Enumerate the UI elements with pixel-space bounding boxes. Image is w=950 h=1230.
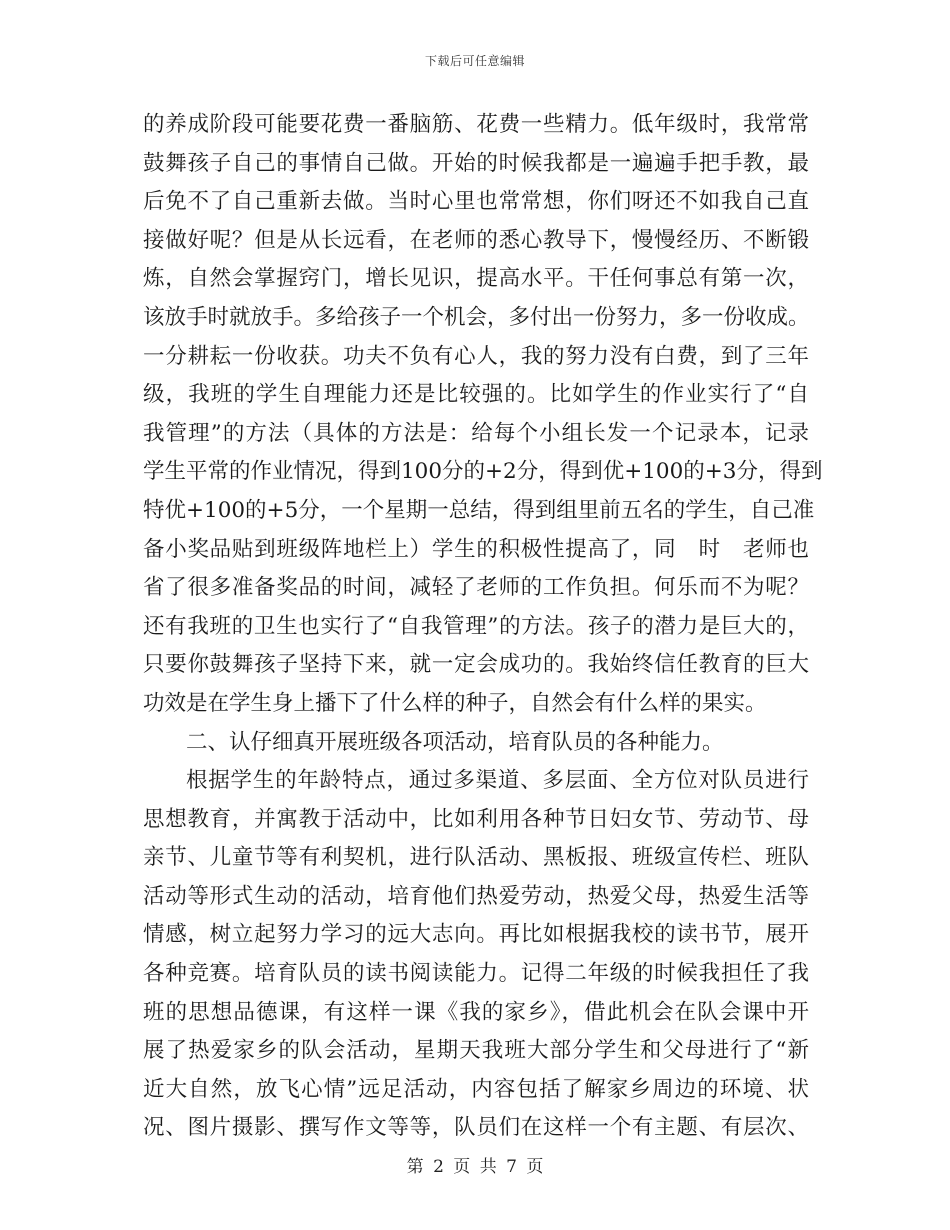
body-line: 活动等形式生动的活动，培育他们热爱劳动，热爱父母，热爱生活等 (143, 883, 809, 909)
body-line: 鼓舞孩子自己的事情自己做。开始的时候我都是一遍遍手把手教，最 (143, 150, 809, 176)
body-line: 亲节、儿童节等有利契机，进行队活动、黑板报、班级宣传栏、班队 (143, 845, 809, 871)
body-line: 特优+100的+5分，一个星期一总结，得到组里前五名的学生，自己准 (143, 497, 815, 523)
body-line: 省了很多准备奖品的时间，减轻了老师的工作负担。何乐而不为呢？ (143, 575, 809, 601)
section-heading: 二、认仔细真开展班级各项活动，培育队员的各种能力。 (186, 729, 724, 755)
body-line: 班的思想品德课，有这样一课《我的家乡》，借此机会在队会课中开 (143, 999, 809, 1025)
paragraph-first-line: 根据学生的年龄特点，通过多渠道、多层面、全方位对队员进行 (186, 768, 809, 794)
document-body (143, 106, 823, 1148)
body-line: 的养成阶段可能要花费一番脑筋、花费一些精力。低年级时，我常常 (143, 112, 809, 137)
page-header: 下载后可任意编辑 (424, 54, 525, 68)
body-line: 该放手时就放手。多给孩子一个机会，多付出一份努力，多一份收成。 (143, 304, 810, 330)
body-line: 还有我班的卫生也实行了“自我管理”的方法。孩子的潜力是巨大的， (143, 613, 809, 639)
body-line: 接做好呢？但是从长远看，在老师的悉心教导下，慢慢经历、不断锻 (143, 227, 809, 253)
body-line: 学生平常的作业情况，得到100分的+2分，得到优+100的+3分，得到 (143, 459, 823, 485)
page-number-footer: 第 2 页 共 7 页 (406, 1157, 544, 1177)
body-line: 情感，树立起努力学习的远大志向。再比如根据我校的读书节，展开 (143, 922, 809, 948)
body-line: 思想教育，并寓教于活动中，比如利用各种节日妇女节、劳动节、母 (143, 806, 809, 832)
body-line: 况、图片摄影、撰写作文等等，队员们在这样一个有主题、有层次、 (143, 1115, 809, 1141)
body-line: 级，我班的学生自理能力还是比较强的。比如学生的作业实行了“自 (143, 382, 809, 408)
body-line: 备小奖品贴到班级阵地栏上）学生的积极性提高了，同 时 老师也 (143, 536, 809, 562)
body-line: 一分耕耘一份收获。功夫不负有心人，我的努力没有白费，到了三年 (143, 343, 809, 369)
body-line: 只要你鼓舞孩子坚持下来，就一定会成功的。我始终信任教育的巨大 (143, 652, 809, 678)
body-line: 各种竞赛。培育队员的读书阅读能力。记得二年级的时候我担任了我 (143, 961, 809, 987)
body-line: 后免不了自己重新去做。当时心里也常常想，你们呀还不如我自己直 (143, 189, 809, 215)
body-line: 炼，自然会掌握窍门，增长见识，提高水平。干任何事总有第一次， (143, 266, 809, 292)
body-line: 我管理”的方法（具体的方法是：给每个小组长发一个记录本，记录 (143, 420, 809, 446)
body-line: 近大自然，放飞心情”远足活动，内容包括了解家乡周边的环境、状 (143, 1076, 809, 1102)
paragraph-last-line: 功效是在学生身上播下了什么样的种子，自然会有什么样的果实。 (143, 690, 767, 716)
body-line: 展了热爱家乡的队会活动，星期天我班大部分学生和父母进行了“新 (143, 1038, 809, 1064)
